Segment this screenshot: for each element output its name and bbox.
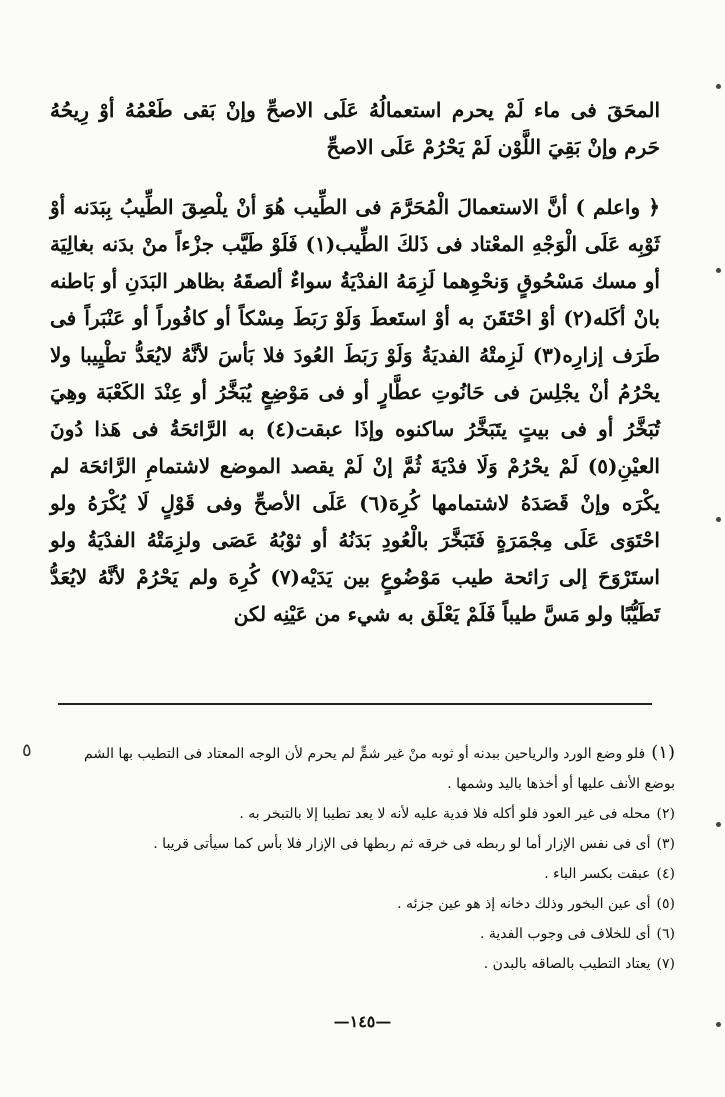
paragraph-1: المحَقَ فى ماء لَمْ يحرم استعمالُهُ عَلَى الاصحِّ وإنْ بَقى طَعْمُهُ أوْ رِيحُهُ حَرم وإنْ بَقِيَ اللَّوْن لَمْ يَحْرُمْ عَلَى الاصحِّ — [50, 98, 660, 159]
footnote-2 — [50, 799, 675, 829]
paragraph-2: ﴿ واعلم ) أنَّ الاستعمالَ الْمُحَرَّمَ فى الطِّيب هُوَ أنْ يلْصِقَ الطِّيبُ بِبَدَنه أوْ ثَوْبِه عَلَى الْوَجْهِ المعْتاد فى ذَلكَ الطِّيب(١) فَلَوْ طَيَّب جزْءاً منْ بدَنه بغالِيَة أو مسك مَسْحُوقٍ وَنحْوِهما لَزِمَهُ الفدْيَةُ سواءٌ ألصقَهُ بظاهر البَدَنِ أو بَاطنه بانْ أكَله(٢) أوْ احْتَقَنَ به أوْ استَعطَ وَلَوْ رَبَطَ مِسْكاً أو كافُوراً أو عَنْبَراً فى طَرَف إزارِه(٣) لَزِمتْهُ الفديَةُ وَلَوْ رَبَطَ العُودَ فلا بَأسَ لأنَّهُ لايُعَدُّ تطْيِيبا ولا يحْرُمُ أنْ يجْلِسَ فى حَانُوتِ عطَّارٍ أو فى مَوْضِعٍ يُبَخَّرُ أو عِنْدَ الكَعْبَة وهِيَ تُبَخَّرُ أو فى بيتٍ يتَبَخَّرُ ساكنوه وإذَا عبقت(٤) به الرَّائحَةُ فى هَذا دُونَ العيْنِ(٥) لَمْ يحْرُمْ وَلَا فدْيَةَ ثُمَّ إنْ لَمْ يقصد الموضع لاشتمامِ الرَّائحَة لم يكْرَه وإنْ قَصَدَهُ لاشتمامها كُرِهَ(٦) عَلَى الأصحِّ وفى قَوْلٍ لَا يُكْرَهُ ولو احْتَوَى عَلَى مِجْمَرَةٍ فَتَبَخَّرَ بالْعُودِ بَدَنُهُ أو ثوْبُهُ عَصَى ولزِمَتْهُ الفدْيَةُ ولو استَرْوَحَ إلى رَائحة طيب مَوْضُوعٍ بين يَدَيْه(٧) كُرِهَ ولم يَحْرُمْ لأنَّهُ لايُعَدُّ تَطَيُّبًا ولو مَسَّ طيباً فَلَمْ يَعْلَق به شيء من عَيْنِه لكن — [50, 195, 661, 626]
footnotes — [50, 738, 675, 979]
footnote-text: عبقت بكسر الباء . — [544, 866, 651, 882]
footnote-number: (٧) — [656, 956, 675, 972]
footnote-3 — [50, 829, 675, 859]
footnote-text: فلو وضع الورد والرياحين ببدنه أو ثوبه منْ غير شمٍّ لم يحرم لأن الوجه المعتاد فى التطيب بها الشم بوضع الأنف عليها أو أخذها باليد وشمها . — [84, 746, 675, 792]
footnote-6 — [50, 919, 675, 949]
footnote-text: أى فى نفس الإزار أما لو ربطه فى خرقه ثم ربطها فى الإزار فلا بأس كما سيأتى قريبا . — [153, 836, 651, 852]
footnote-number: (٤) — [656, 866, 675, 882]
footnote-text: محله فى غير العود فلو أكله فلا فدية عليه لأنه لا يعد تطيبا إلا بالتبخر به . — [239, 806, 651, 822]
footnote-number: (١) — [651, 742, 675, 763]
scan-speck — [716, 822, 721, 827]
footnote-5 — [50, 889, 675, 919]
line-number-marker: ٥ — [22, 740, 32, 761]
footnote-number: (٥) — [656, 896, 675, 912]
scan-speck — [716, 517, 721, 522]
footnote-text: أى عين البخور وذلك دخانه إذ هو عين جزئه . — [397, 896, 651, 912]
main-text-block — [50, 92, 660, 633]
footnote-separator — [58, 703, 652, 705]
footnote-4 — [50, 859, 675, 889]
footnote-7 — [50, 949, 675, 979]
footnote-1 — [50, 738, 675, 799]
scan-speck — [716, 84, 721, 89]
footnote-number: (٦) — [656, 926, 675, 942]
footnote-number: (٢) — [656, 806, 675, 822]
scan-speck — [716, 1022, 721, 1027]
footnote-text: يعتاد التطيب بالصاقه بالبدن . — [483, 956, 651, 972]
page-number: —١٤٥— — [333, 1012, 392, 1031]
footnote-number: (٣) — [656, 836, 675, 852]
scan-speck — [716, 268, 721, 273]
footnote-text: أى للخلاف فى وجوب الفدية . — [480, 926, 651, 942]
